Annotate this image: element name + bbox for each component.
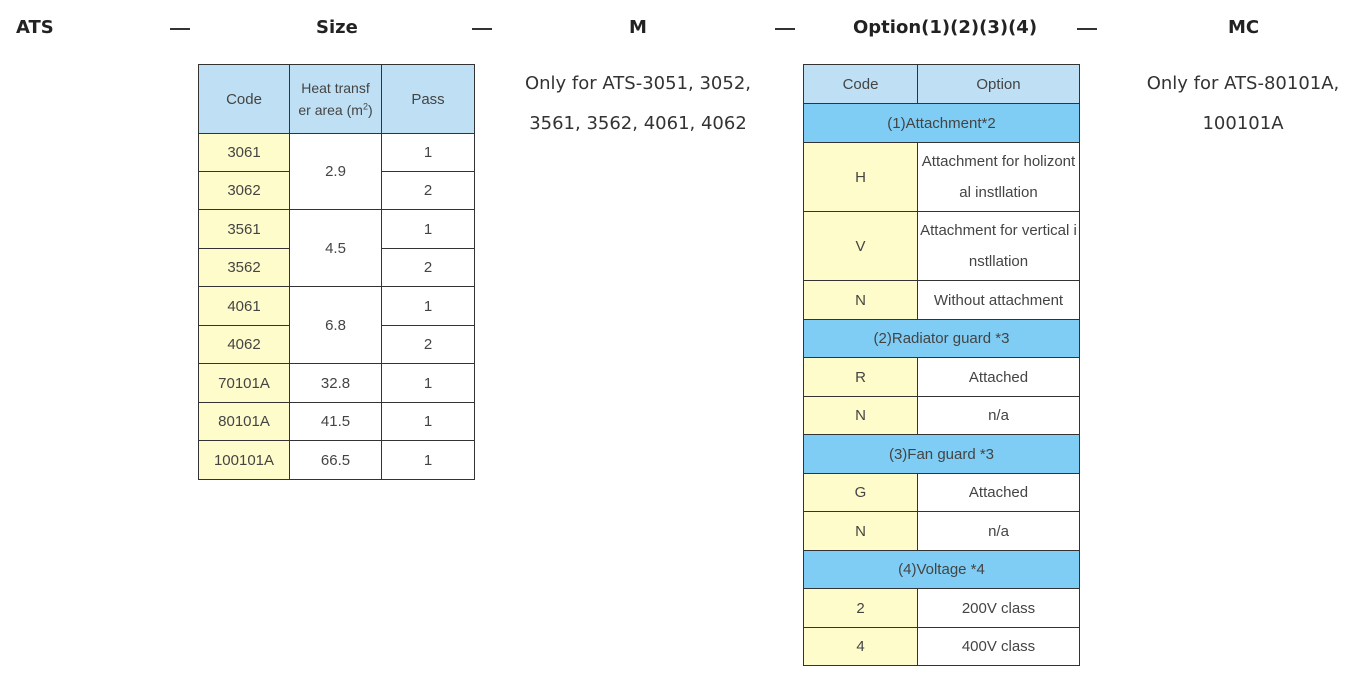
size-area-cell: 32.8 [290, 364, 382, 403]
size-code-cell: 3062 [199, 172, 290, 210]
option-desc-cell: n/a [918, 512, 1080, 551]
size-pass-cell: 1 [382, 403, 475, 441]
separator-dash [775, 28, 795, 30]
size-code-cell: 80101A [199, 403, 290, 441]
size-code-cell: 3562 [199, 249, 290, 287]
option-desc-cell: 400V class [918, 628, 1080, 666]
header-ats: ATS [16, 17, 54, 38]
mc-note-line: 100101A [1202, 113, 1284, 134]
separator-dash [1077, 28, 1097, 30]
size-col-area-close: ) [367, 102, 373, 118]
size-pass-cell: 1 [382, 441, 475, 480]
header-size: Size [316, 17, 358, 38]
option-col-code: Code [804, 65, 918, 104]
size-area-cell: 6.8 [290, 287, 382, 364]
size-code-cell: 3561 [199, 210, 290, 249]
size-code-cell: 70101A [199, 364, 290, 403]
separator-dash [170, 28, 190, 30]
m-note [510, 64, 766, 144]
size-pass-cell: 1 [382, 287, 475, 326]
option-desc-cell: Attachment for vertical instllation [918, 212, 1080, 281]
size-pass-cell: 2 [382, 249, 475, 287]
size-area-cell: 66.5 [290, 441, 382, 480]
size-col-area [290, 65, 382, 134]
size-code-cell: 100101A [199, 441, 290, 480]
size-area-cell: 2.9 [290, 134, 382, 210]
size-col-area-line1: Heat transf [301, 80, 370, 96]
option-code-cell: R [804, 358, 918, 397]
header-m: M [629, 17, 647, 38]
size-code-cell: 3061 [199, 134, 290, 172]
size-code-cell: 4062 [199, 326, 290, 364]
size-area-cell: 41.5 [290, 403, 382, 441]
option-code-cell: G [804, 474, 918, 512]
size-col-area-line2: er area (m [298, 102, 363, 118]
option-code-cell: 4 [804, 628, 918, 666]
option-section-title: (3)Fan guard *3 [804, 435, 1080, 474]
option-section-title: (2)Radiator guard *3 [804, 320, 1080, 358]
size-col-area-sup: 2 [362, 101, 368, 112]
option-code-cell: 2 [804, 589, 918, 628]
option-section-title: (4)Voltage *4 [804, 551, 1080, 589]
option-code-cell: N [804, 397, 918, 435]
option-section-title: (1)Attachment*2 [804, 104, 1080, 143]
size-pass-cell: 1 [382, 364, 475, 403]
option-code-cell: N [804, 281, 918, 320]
option-desc-cell: Attached [918, 474, 1080, 512]
m-note-line: 3561, 3562, 4061, 4062 [529, 113, 747, 134]
size-col-code: Code [199, 65, 290, 134]
option-code-cell: H [804, 143, 918, 212]
option-desc-cell: Without attachment [918, 281, 1080, 320]
option-col-option: Option [918, 65, 1080, 104]
option-code-cell: V [804, 212, 918, 281]
size-pass-cell: 2 [382, 326, 475, 364]
header-option: Option(1)(2)(3)(4) [853, 17, 1038, 38]
option-code-cell: N [804, 512, 918, 551]
option-desc-cell: 200V class [918, 589, 1080, 628]
size-col-pass: Pass [382, 65, 475, 134]
size-pass-cell: 1 [382, 134, 475, 172]
mc-note [1130, 64, 1356, 144]
size-pass-cell: 2 [382, 172, 475, 210]
header-mc: MC [1228, 17, 1260, 38]
size-code-cell: 4061 [199, 287, 290, 326]
option-desc-cell: Attached [918, 358, 1080, 397]
size-pass-cell: 1 [382, 210, 475, 249]
size-area-cell: 4.5 [290, 210, 382, 287]
option-desc-cell: n/a [918, 397, 1080, 435]
option-desc-cell: Attachment for holizontal instllation [918, 143, 1080, 212]
option-table [803, 64, 1080, 666]
separator-dash [472, 28, 492, 30]
mc-note-line: Only for ATS-80101A, [1146, 73, 1340, 94]
m-note-line: Only for ATS-3051, 3052, [524, 73, 752, 94]
size-table [198, 64, 475, 480]
